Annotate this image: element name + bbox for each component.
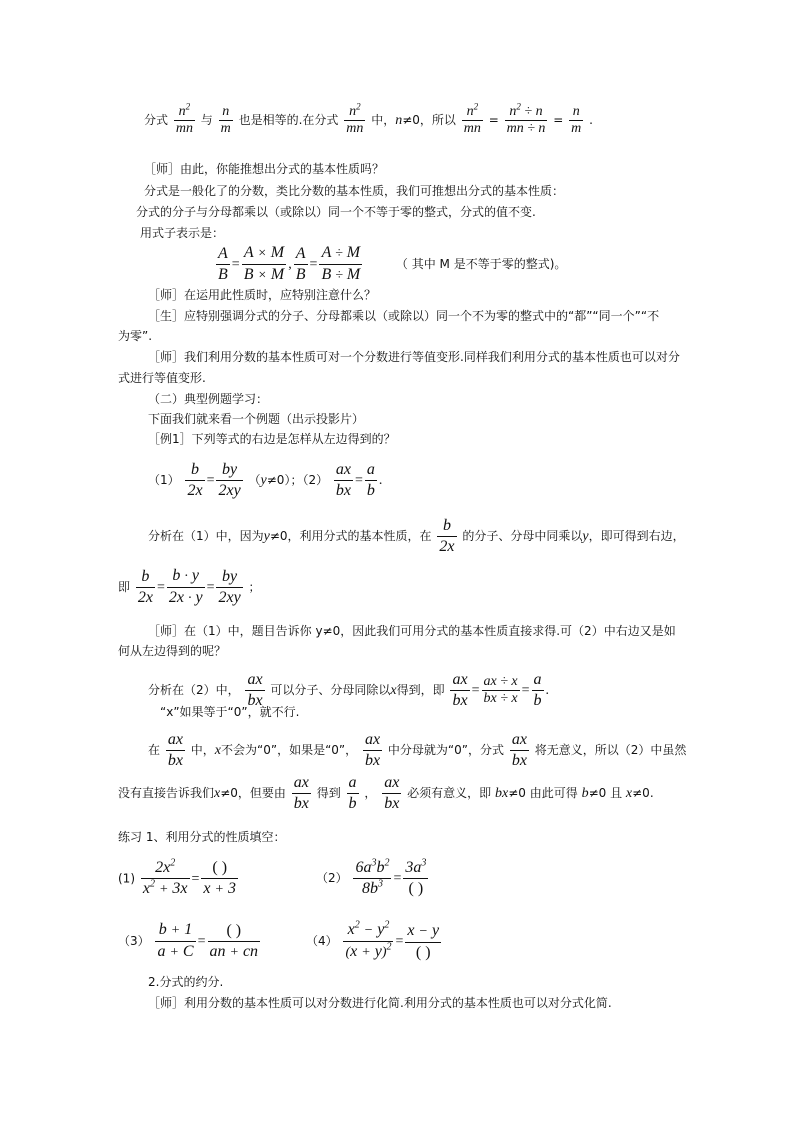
text: ，即可得到右边， <box>588 529 685 543</box>
text: 将无意义，所以（2）中虽然 <box>534 743 687 757</box>
analysis-1 <box>148 516 685 557</box>
fraction: $\frac{b}{2x}$ <box>439 517 455 555</box>
text: 得到，即 <box>396 683 445 697</box>
teacher-remark: ［师］在（1）中，题目告诉你 y≠0，因此我们可用分式的基本性质直接求得.可（2）中右边又是如 <box>148 624 676 638</box>
property-statement: 分式的分子与分母都乘以（或除以）同一个不等于零的整式，分式的值不变. <box>136 205 536 219</box>
text: ≠0，利用分式的基本性质，在 <box>269 529 432 543</box>
practice-title: 练习 1、利用分式的性质填空： <box>118 830 286 844</box>
fraction: $\frac{ax}{bx}$ <box>452 671 468 709</box>
fraction: $\frac{b}{2x}$ <box>137 568 153 606</box>
fraction: $\frac{ax}{bx}$ <box>364 731 381 769</box>
teacher-remark-cont: 何从左边得到的呢？ <box>118 644 227 658</box>
analysis-1-result: 即 $\frac{b}{2x}$ = $\frac{b \cdot y}{2x \cdot y}$ = $\frac{by}{2xy}$ ； <box>118 566 261 609</box>
fraction: $\frac{n}{m}$ <box>220 104 231 136</box>
note-zero: “x”如果等于“0”，就不行. <box>160 705 300 719</box>
paragraph: 分式是一般化了的分数，类比分数的基本性质，我们可推想出分式的基本性质： <box>144 184 565 198</box>
fraction: $\frac{b \cdot y}{2x \cdot y}$ <box>168 567 203 606</box>
text: 没有直接告诉我们 <box>118 786 215 800</box>
fraction: $\frac{( )}{an + cn}$ <box>209 921 259 960</box>
blank[interactable]: ( ) <box>408 880 424 897</box>
var: x <box>214 743 222 758</box>
fraction: $\frac{by}{2xy}$ <box>218 461 241 499</box>
var: b <box>581 786 589 801</box>
paragraph: 下面我们就来看一个例题（出示投影片） <box>148 412 365 426</box>
analysis-2: 分析在（2）中， $\frac{ax}{bx}$ 可以分子、分母同除以x得到，即 $\frac{ax}{bx}$ = $\frac{ax \div x}{bx \div x}$ = $\frac{a}{b}$ . <box>148 671 550 709</box>
fraction: $\frac{a}{b}$ <box>366 461 375 499</box>
text: 的分子、分母中同乘以 <box>462 529 583 543</box>
text: （2） <box>316 871 348 885</box>
text: 必须有意义，即 <box>407 786 492 800</box>
fraction: $\frac{a}{b}$ <box>533 671 542 709</box>
fraction: $\frac{n^2}{mn}$ <box>175 101 193 136</box>
text: (1) <box>118 871 135 886</box>
interpretation-cont <box>118 773 654 814</box>
var: n <box>395 113 403 128</box>
fraction: $\frac{a}{b}$ <box>348 774 357 812</box>
text: 可以分子、分母同除以 <box>270 683 391 697</box>
example-title: ［例1］下列等式的右边是怎样从左边得到的？ <box>148 432 396 446</box>
text: 与 <box>200 113 213 127</box>
fraction: $\frac{( )}{x + 3}$ <box>203 859 236 897</box>
fraction: $\frac{A \div M}{B \div M}$ <box>321 244 361 283</box>
text: 得到 <box>316 786 341 800</box>
fraction: $\frac{x - y}{( )}$ <box>407 921 440 961</box>
teacher-question: ［师］由此，你能推想出分式的基本性质吗？ <box>144 162 385 176</box>
fraction: $\frac{ax \div x}{bx \div x}$ <box>483 674 518 706</box>
fraction: $\frac{A}{B}$ <box>218 245 228 283</box>
fraction: $\frac{ax}{bx}$ <box>293 774 309 812</box>
student-answer-cont: 为零”. <box>118 329 153 343</box>
fraction: $\frac{ax}{bx}$ <box>335 461 352 499</box>
section-heading: 2.分式的约分. <box>148 975 224 989</box>
text: （3） <box>118 934 150 948</box>
text: （4） <box>306 934 338 948</box>
fraction: $\frac{ax}{bx}$ <box>511 731 527 769</box>
practice-problem-1: (1) $\frac{2x^2}{x^2 + 3x}$ = $\frac{( )}{x + 3}$ <box>118 858 240 900</box>
text: ≠0 由此可得 <box>508 786 578 800</box>
fraction: $\frac{ax}{bx}$ <box>384 774 400 812</box>
text: 分析在（2）中， <box>148 683 240 697</box>
blank[interactable]: ( ) <box>208 921 261 942</box>
teacher-question: ［师］在运用此性质时，应特别注意什么？ <box>148 288 377 302</box>
text: （1） <box>148 473 180 487</box>
text: 分析在（1）中，因为 <box>148 529 264 543</box>
fraction: $\frac{6a^3b^2}{8b^3}$ <box>355 857 390 897</box>
fraction: $\frac{A}{B}$ <box>295 245 306 283</box>
text: ≠0. <box>632 786 654 800</box>
text: ≠0）；（2） <box>266 473 329 487</box>
text: . <box>589 113 593 127</box>
interpretation <box>148 730 686 771</box>
text: 中分母就为“0”，分式 <box>387 743 504 757</box>
text: 分式 <box>144 113 169 127</box>
var: x <box>625 786 633 801</box>
fraction: $\frac{x^2 - y^2}{(x + y)^2}$ <box>345 919 392 960</box>
text: = <box>553 113 564 127</box>
property-formula: $\frac{A}{B}$ = $\frac{A \times M}{B \times M}$ , $\frac{A}{B}$ = $\frac{A \div M}{B \div M}$ （ 其中 M 是不等于零的整式)。 <box>214 243 566 286</box>
var: y <box>582 529 589 544</box>
fraction: $\frac{ax}{bx}$ <box>167 731 183 769</box>
blank[interactable]: ( ) <box>201 858 238 879</box>
teacher-remark: ［师］利用分数的基本性质可以对分数进行化简.利用分式的基本性质也可以对分式化简. <box>148 996 612 1010</box>
student-answer: ［生］应特别强调分式的分子、分母都乘以（或除以）同一个不为零的整式中的“都”“同一个”“不 <box>148 309 660 323</box>
practice-problem-2: （2） $\frac{6a^3b^2}{8b^3}$ = $\frac{3a^3}{( )}$ <box>316 857 427 897</box>
text: 即 <box>118 580 131 594</box>
text: ； <box>248 580 261 594</box>
text: （ <box>248 473 261 487</box>
teacher-remark: ［师］我们利用分数的基本性质可对一个分数进行等值变形.同样我们利用分式的基本性质也可以对分 <box>148 350 680 364</box>
text: 在 <box>148 743 161 757</box>
fraction: $\frac{A \times M}{B \times M}$ <box>243 244 285 283</box>
fraction: $\frac{b}{2x}$ <box>187 461 203 499</box>
var: x <box>390 683 397 698</box>
fraction: $\frac{n^2 \div n}{mn \div n}$ <box>506 101 546 136</box>
var: bx <box>495 786 509 801</box>
fraction: $\frac{ax}{bx}$ <box>247 671 263 709</box>
text: ， <box>364 786 377 800</box>
fraction: $\frac{by}{2xy}$ <box>218 568 241 606</box>
var: y <box>263 529 270 544</box>
formula-note: （ 其中 M 是不等于零的整式)。 <box>395 257 567 271</box>
var: y <box>260 473 267 488</box>
var: x <box>214 786 221 801</box>
text: ≠0，但要由 <box>220 786 286 800</box>
section-heading: （二）典型例题学习： <box>148 392 269 406</box>
fraction: $\frac{n^2}{mn}$ <box>463 101 481 136</box>
text: 中， <box>190 743 215 757</box>
line-fraction-equality <box>144 101 593 137</box>
fraction: $\frac{2x^2}{x^2 + 3x}$ <box>142 857 188 897</box>
example-equations: （1） $\frac{b}{2x}$ = $\frac{by}{2xy}$ （y≠0）；（2） $\frac{ax}{bx}$ = $\frac{a}{b}$ . <box>148 461 383 499</box>
text: = <box>488 113 499 127</box>
fraction: $\frac{3a^3}{( )}$ <box>405 857 427 897</box>
blank[interactable]: ( ) <box>415 943 431 961</box>
fraction: $\frac{n^2}{mn}$ <box>346 101 364 136</box>
text: 不会为“0”，如果是“0”， <box>221 743 358 757</box>
practice-problem-3: （3） $\frac{b + 1}{a + C}$ = $\frac{( )}{an + cn}$ <box>118 920 262 963</box>
fraction: $\frac{b + 1}{a + C}$ <box>157 921 194 960</box>
text: ≠0 且 <box>588 786 623 800</box>
fraction: $\frac{n}{m}$ <box>571 104 582 136</box>
text: 也是相等的.在分式 <box>238 113 339 127</box>
text: ≠0，所以 <box>402 113 456 127</box>
practice-problem-4: （4） $\frac{x^2 - y^2}{(x + y)^2}$ = $\frac{x - y}{( )}$ <box>306 920 443 963</box>
paragraph: 用式子表示是： <box>140 226 225 240</box>
teacher-remark-cont: 式进行等值变形. <box>118 371 206 385</box>
text: 中， <box>371 113 396 127</box>
